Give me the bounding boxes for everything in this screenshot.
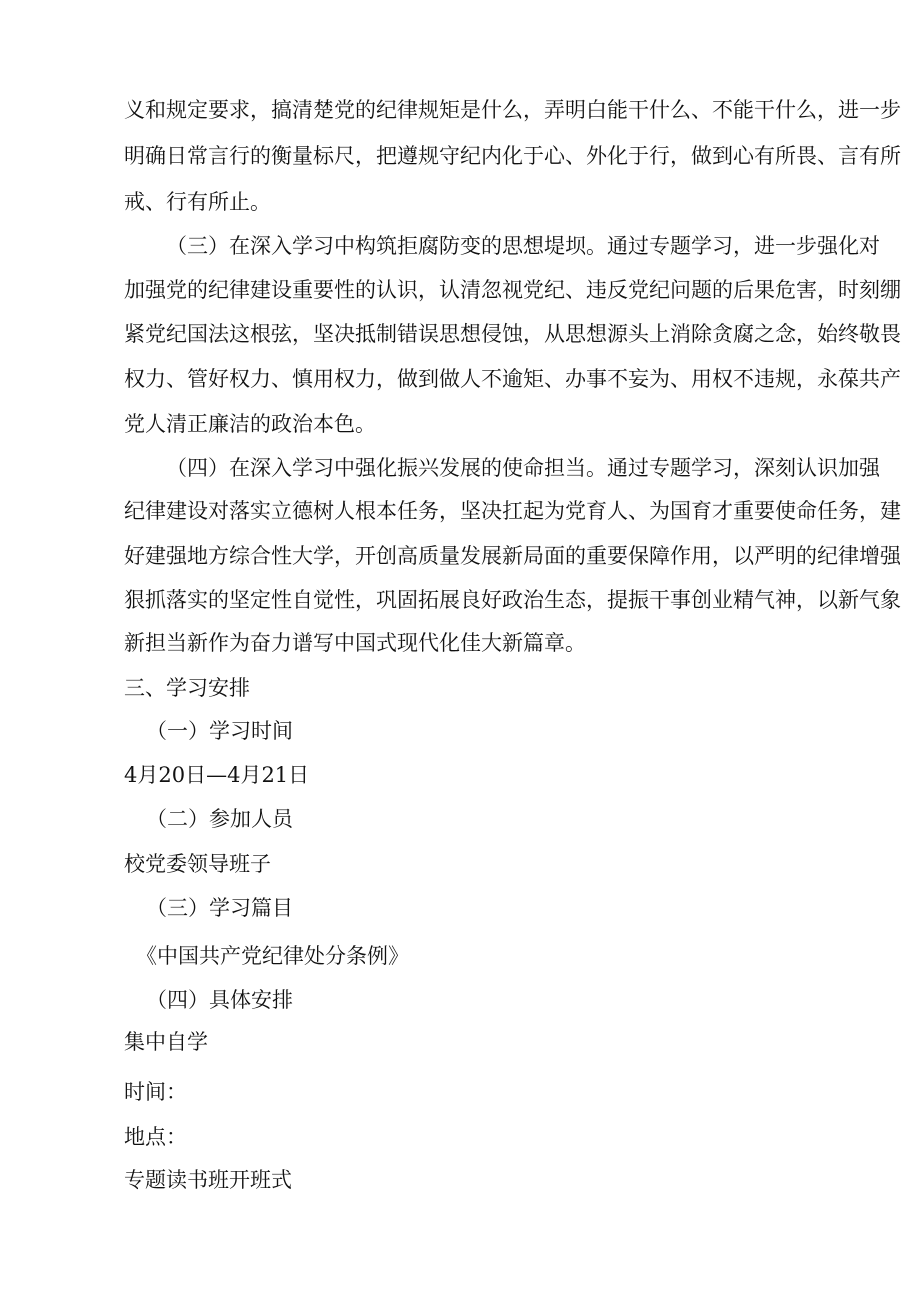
- paragraph-4-line-2: 纪律建设对落实立德树人根本任务，坚决扛起为党育人、为国育才重要使命任务，建: [124, 499, 901, 523]
- paragraph-4-line-1: （四）在深入学习中强化振兴发展的使命担当。通过专题学习，深刻认识加强: [166, 456, 880, 480]
- paragraph-3-line-1: （三）在深入学习中构筑拒腐防变的思想堤坝。通过专题学习，进一步强化对: [166, 234, 880, 258]
- paragraph-4-line-4: 狠抓落实的坚定性自觉性，巩固拓展良好政治生态，提振干事创业精气神，以新气象: [124, 588, 901, 612]
- paragraph-2-line-3: 戒、行有所止。: [124, 190, 271, 214]
- paragraph-3-line-4: 权力、管好权力、慎用权力，做到做人不逾矩、办事不妄为、用权不违规，永葆共产: [124, 367, 901, 391]
- participants-label: （二）参加人员: [146, 807, 293, 831]
- study-time-value: 4月20日—4月21日: [124, 763, 310, 787]
- participants-value: 校党委领导班子: [124, 852, 271, 876]
- paragraph-3-line-3: 紧党纪国法这根弦，坚决抵制错误思想侵蚀，从思想源头上消除贪腐之念，始终敬畏: [124, 322, 901, 346]
- paragraph-2-line-1: 义和规定要求，搞清楚党的纪律规矩是什么，弄明白能干什么、不能干什么，进一步: [124, 98, 901, 122]
- study-time-label: （一）学习时间: [146, 719, 293, 743]
- section-3-heading: 三、学习安排: [124, 676, 250, 700]
- paragraph-2-line-2: 明确日常言行的衡量标尺，把遵规守纪内化于心、外化于行，做到心有所畏、言有所: [124, 144, 901, 168]
- time-field-label: 时间：: [124, 1080, 187, 1104]
- arrangement-item-self-study: 集中自学: [124, 1030, 208, 1054]
- paragraph-3-line-5: 党人清正廉洁的政治本色。: [124, 412, 376, 436]
- paragraph-3-line-2: 加强党的纪律建设重要性的认识，认清忽视党纪、违反党纪问题的后果危害，时刻绷: [124, 278, 901, 302]
- paragraph-4-line-3: 好建强地方综合性大学，开创高质量发展新局面的重要保障作用，以严明的纪律增强: [124, 544, 901, 568]
- arrangement-label: （四）具体安排: [146, 988, 293, 1012]
- materials-value: 《中国共产党纪律处分条例》: [136, 944, 409, 968]
- paragraph-4-line-5: 新担当新作为奋力谱写中国式现代化佳大新篇章。: [124, 631, 586, 655]
- arrangement-item-opening-ceremony: 专题读书班开班式: [124, 1168, 292, 1192]
- materials-label: （三）学习篇目: [146, 896, 293, 920]
- place-field-label: 地点：: [124, 1125, 187, 1149]
